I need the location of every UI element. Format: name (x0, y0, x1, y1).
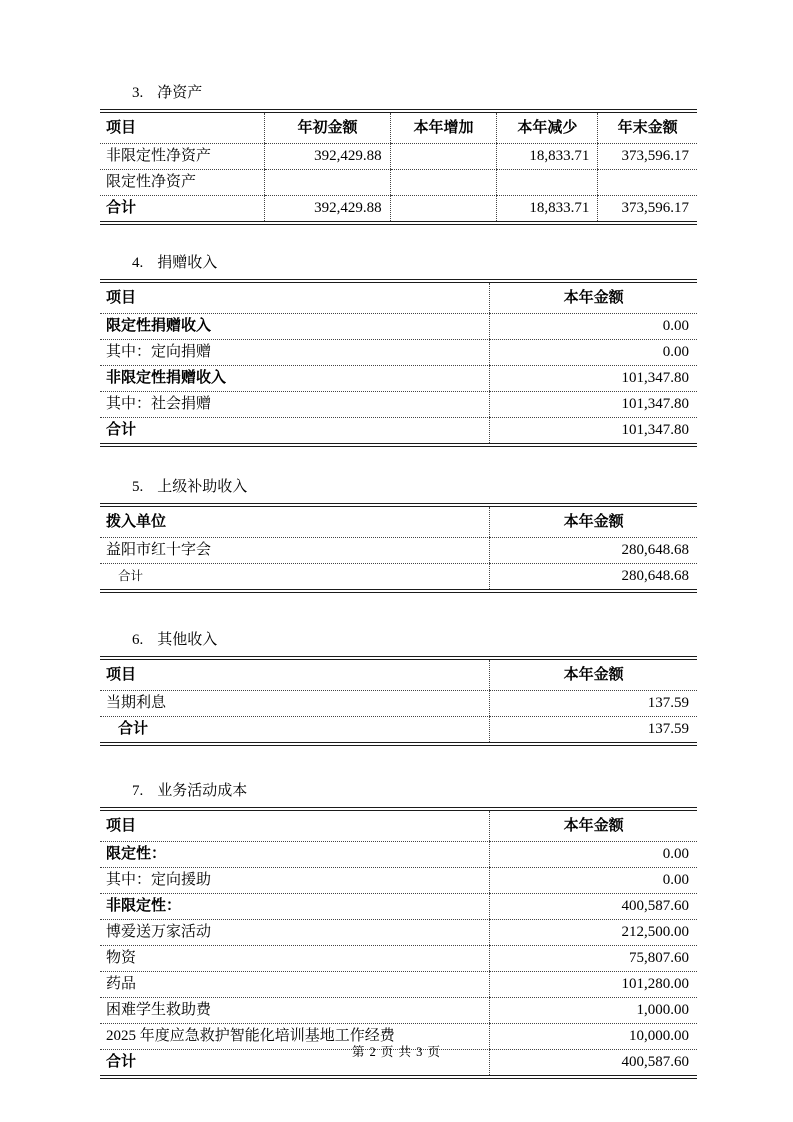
column-header: 项目 (100, 111, 265, 144)
row-label-cell: 困难学生救助费 (100, 998, 490, 1024)
value-cell: 400,587.60 (490, 894, 697, 920)
value-cell (390, 196, 497, 224)
column-header: 本年金额 (490, 809, 697, 842)
column-header: 项目 (100, 809, 490, 842)
table-row (100, 314, 697, 340)
value-cell: 0.00 (490, 340, 697, 366)
value-cell: 101,347.80 (490, 392, 697, 418)
table-row (100, 340, 697, 366)
column-header: 本年金额 (490, 281, 697, 314)
row-label-cell: 2025 年度应急救护智能化培训基地工作经费 (100, 1024, 490, 1050)
row-label-cell: 当期利息 (100, 691, 490, 717)
section-title: 上级补助收入 (157, 479, 248, 495)
section-4 (100, 254, 697, 447)
value-cell: 0.00 (490, 314, 697, 340)
section-6 (100, 631, 697, 746)
column-header: 年末金额 (598, 111, 697, 144)
section-heading (132, 84, 697, 102)
table-row (100, 946, 697, 972)
row-label-cell: 合计 (118, 569, 144, 583)
financial-table (100, 656, 697, 746)
column-header: 本年增加 (390, 111, 497, 144)
report-sections (100, 84, 697, 1079)
value-cell (497, 170, 598, 196)
total-row (100, 196, 697, 224)
value-cell: 18,833.71 (497, 196, 598, 224)
value-cell: 18,833.71 (497, 144, 598, 170)
header-row (100, 505, 697, 538)
section-5 (100, 478, 697, 593)
table-row (100, 144, 697, 170)
table-row (100, 366, 697, 392)
row-label-cell: 限定性净资产 (100, 170, 265, 196)
table-row (100, 842, 697, 868)
total-row (100, 717, 697, 745)
row-label-cell: 合计 (106, 200, 137, 216)
value-cell (598, 170, 697, 196)
value-cell: 392,429.88 (265, 196, 390, 224)
financial-table (100, 279, 697, 447)
table-row (100, 972, 697, 998)
total-row (100, 418, 697, 446)
row-label-cell: 益阳市红十字会 (100, 538, 490, 564)
value-cell: 75,807.60 (490, 946, 697, 972)
row-label-cell: 其中：定向援助 (100, 868, 490, 894)
value-cell: 101,347.80 (490, 366, 697, 392)
value-cell (390, 170, 497, 196)
value-cell (390, 144, 497, 170)
header-row (100, 111, 697, 144)
table-row (100, 868, 697, 894)
table-row (100, 392, 697, 418)
section-title: 净资产 (157, 85, 203, 101)
column-header: 年初金额 (265, 111, 390, 144)
value-cell: 400,587.60 (490, 1050, 697, 1078)
header-row (100, 281, 697, 314)
row-label-cell: 药品 (100, 972, 490, 998)
section-title: 业务活动成本 (157, 783, 248, 799)
value-cell: 0.00 (490, 868, 697, 894)
value-cell: 212,500.00 (490, 920, 697, 946)
value-cell: 373,596.17 (598, 196, 697, 224)
row-label-cell: 其中：定向捐赠 (100, 340, 490, 366)
column-header: 本年金额 (490, 658, 697, 691)
financial-table (100, 503, 697, 593)
column-header: 项目 (100, 281, 490, 314)
section-3 (100, 84, 697, 225)
value-cell (265, 170, 390, 196)
value-cell: 101,347.80 (490, 418, 697, 446)
section-heading (132, 631, 697, 649)
table-row (100, 691, 697, 717)
row-label-cell: 合计 (106, 1054, 137, 1070)
table-row (100, 894, 697, 920)
row-label-cell: 物资 (100, 946, 490, 972)
table-row (100, 170, 697, 196)
column-header: 拨入单位 (100, 505, 490, 538)
section-heading (132, 254, 697, 272)
row-label-cell: 其中：社会捐赠 (100, 392, 490, 418)
table-row (100, 998, 697, 1024)
column-header: 本年金额 (490, 505, 697, 538)
row-label-cell: 博爱送万家活动 (100, 920, 490, 946)
section-number: 6. (132, 632, 144, 648)
row-label-cell: 非限定性： (100, 894, 490, 920)
total-row (100, 564, 697, 592)
value-cell: 137.59 (490, 691, 697, 717)
value-cell: 392,429.88 (265, 144, 390, 170)
value-cell: 280,648.68 (490, 538, 697, 564)
column-header: 本年减少 (497, 111, 598, 144)
row-label-cell: 非限定性净资产 (100, 144, 265, 170)
section-number: 4. (132, 255, 144, 271)
section-heading (132, 782, 697, 800)
section-title: 捐赠收入 (157, 255, 218, 271)
value-cell: 137.59 (490, 717, 697, 745)
table-row (100, 538, 697, 564)
financial-table (100, 109, 697, 225)
value-cell: 10,000.00 (490, 1024, 697, 1050)
value-cell: 101,280.00 (490, 972, 697, 998)
value-cell: 373,596.17 (598, 144, 697, 170)
section-number: 3. (132, 85, 144, 101)
row-label-cell: 非限定性捐赠收入 (100, 366, 490, 392)
row-label-cell: 合计 (118, 721, 149, 737)
section-title: 其他收入 (157, 632, 218, 648)
header-row (100, 809, 697, 842)
value-cell: 280,648.68 (490, 564, 697, 592)
financial-table (100, 807, 697, 1079)
row-label-cell: 合计 (106, 422, 137, 438)
section-7 (100, 782, 697, 1079)
table-row (100, 920, 697, 946)
section-heading (132, 478, 697, 496)
row-label-cell: 限定性： (100, 842, 490, 868)
page-footer: 第 2 页 共 3 页 (351, 1045, 442, 1059)
value-cell: 1,000.00 (490, 998, 697, 1024)
row-label-cell: 限定性捐赠收入 (100, 314, 490, 340)
section-number: 7. (132, 783, 144, 799)
header-row (100, 658, 697, 691)
column-header: 项目 (100, 658, 490, 691)
value-cell: 0.00 (490, 842, 697, 868)
section-number: 5. (132, 479, 144, 495)
